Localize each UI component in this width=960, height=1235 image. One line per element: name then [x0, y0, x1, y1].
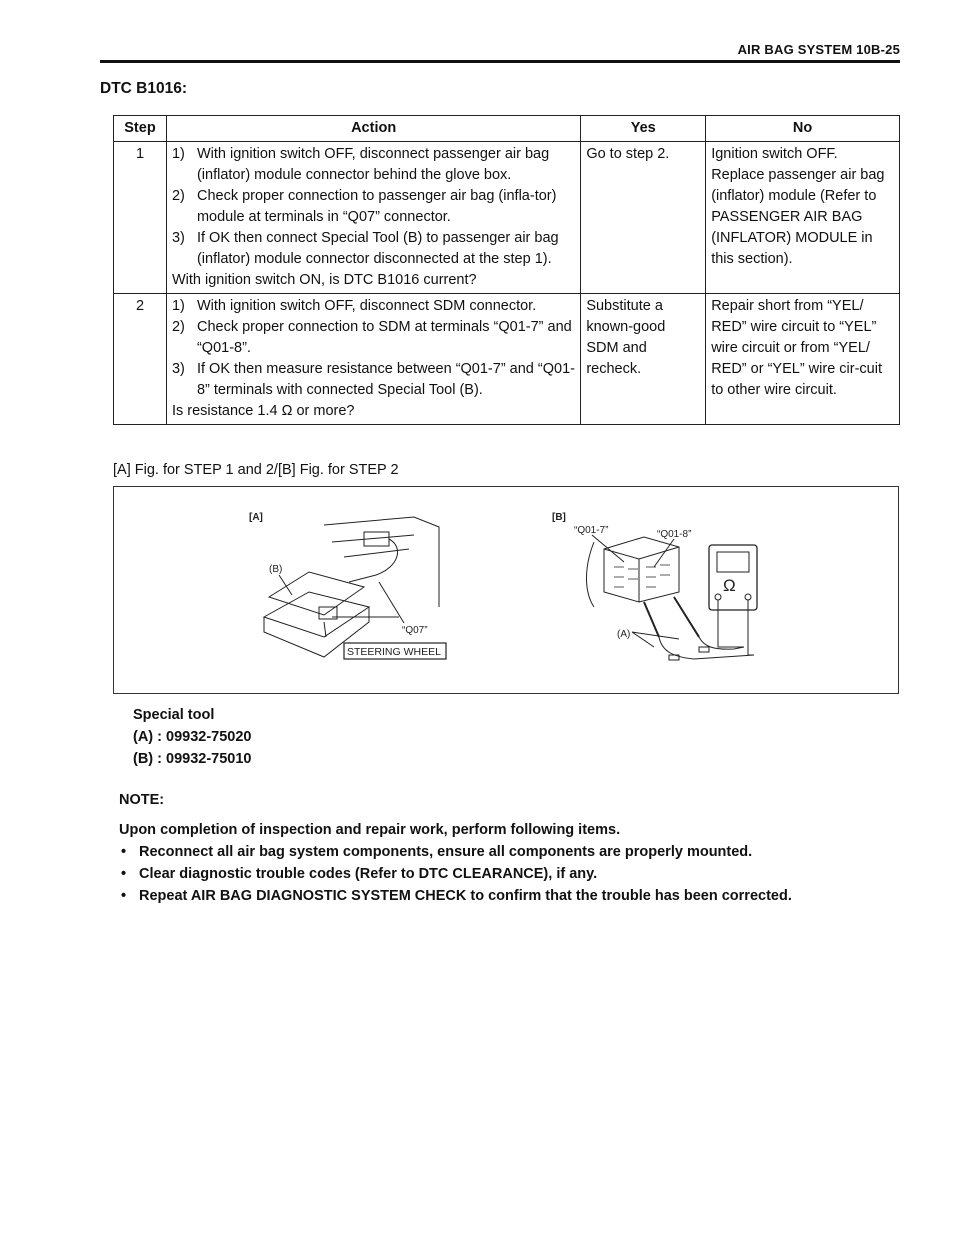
pointer-line	[632, 632, 679, 647]
probe-a	[644, 602, 659, 637]
special-tool-block	[133, 704, 252, 770]
lead-plug	[699, 647, 709, 652]
table-header-row	[114, 116, 900, 142]
label-b: [B]	[552, 512, 566, 523]
note-block	[119, 789, 900, 907]
action-item-text: Check proper connection to SDM at terminals “Q01-7” and “Q01-8”.	[196, 319, 572, 356]
action-question: Is resistance 1.4 Ω or more?	[171, 403, 355, 419]
bullet-icon: •	[121, 888, 127, 904]
table-row	[114, 142, 900, 294]
note-intro: Upon completion of inspection and repair work, perform following items.	[119, 822, 621, 838]
dashboard-edge	[332, 535, 414, 542]
no-cell: Ignition switch OFF. Replace passenger air bag (inflator) module (Refer to PASSENGER AIR BAG (INFLATOR) MODULE in this section).	[706, 142, 900, 294]
special-tool-title: Special tool	[133, 707, 215, 723]
action-item-text: Check proper connection to passenger air bag (infla-tor) module at terminals in “Q07” connector.	[196, 188, 557, 225]
special-tool-item: (A) : 09932-75020	[133, 729, 252, 745]
action-question: With ignition switch ON, is DTC B1016 current?	[171, 272, 477, 288]
tool-b-cable	[324, 622, 326, 637]
action-item-number: 3)	[171, 361, 185, 377]
yes-cell: Substitute a known-good SDM and recheck.	[581, 294, 706, 425]
action-item	[172, 359, 575, 401]
action-item	[172, 186, 575, 228]
note-title: NOTE:	[119, 792, 165, 808]
header-yes: Yes	[581, 116, 706, 142]
sdm-connector-edge	[604, 547, 679, 559]
label-q01-8: “Q01-8”	[657, 529, 692, 540]
action-item	[172, 317, 575, 359]
action-item-text: With ignition switch OFF, disconnect SDM connector.	[196, 298, 537, 314]
action-item-text: With ignition switch OFF, disconnect passenger air bag (inflator) module connector behind the glove box.	[196, 146, 550, 183]
sdm-connector	[604, 537, 679, 602]
label-a: [A]	[249, 512, 263, 523]
diagnostic-table	[113, 115, 900, 425]
header-step: Step	[114, 116, 167, 142]
label-steering-wheel: STEERING WHEEL	[347, 646, 441, 658]
label-q01-7: “Q01-7”	[574, 525, 609, 536]
label-tool-b: (B)	[269, 564, 283, 575]
probe-b	[674, 597, 699, 637]
connector-terminals	[614, 565, 670, 587]
action-item	[172, 228, 575, 270]
note-item	[119, 863, 900, 885]
yes-cell: Go to step 2.	[581, 142, 706, 294]
special-tool-item: (B) : 09932-75010	[133, 751, 252, 767]
figure-box	[113, 486, 899, 694]
wiring-illustration	[114, 487, 900, 695]
action-item	[172, 144, 575, 186]
table-row	[114, 294, 900, 425]
note-item	[119, 885, 900, 907]
action-cell	[166, 142, 580, 294]
note-item-text: Reconnect all air bag system components, ensure all components are properly mounted.	[139, 844, 753, 860]
header-action: Action	[166, 116, 580, 142]
header-no: No	[706, 116, 900, 142]
step-number: 2	[114, 294, 167, 425]
page-header	[100, 38, 900, 63]
note-item	[119, 841, 900, 863]
bullet-icon: •	[121, 866, 127, 882]
multimeter-display	[717, 552, 749, 572]
label-tool-a: (A)	[617, 629, 631, 640]
wire-harness	[349, 575, 376, 582]
action-item-text: If OK then connect Special Tool (B) to passenger air bag (inflator) module connector disconnected at the step 1).	[196, 230, 559, 267]
action-item-number: 2)	[171, 188, 185, 204]
dashboard-edge	[344, 549, 409, 557]
meter-lead	[718, 600, 744, 647]
action-item-number: 3)	[171, 230, 185, 246]
note-item-text: Clear diagnostic trouble codes (Refer to DTC CLEARANCE), if any.	[139, 866, 598, 882]
header-title: AIR BAG SYSTEM 10B-25	[737, 42, 900, 57]
action-item	[172, 296, 575, 317]
meter-jack	[745, 594, 751, 600]
meter-lead	[748, 600, 754, 655]
figure-caption: [A] Fig. for STEP 1 and 2/[B] Fig. for STEP 2	[113, 462, 399, 478]
wire-harness	[376, 539, 398, 575]
note-item-text: Repeat AIR BAG DIAGNOSTIC SYSTEM CHECK to confirm that the trouble has been corrected.	[139, 888, 792, 904]
dtc-title: DTC B1016:	[100, 80, 187, 97]
action-item-number: 2)	[171, 319, 185, 335]
action-item-text: If OK then measure resistance between “Q01-7” and “Q01-8” terminals with connected Special Tool (B).	[196, 361, 575, 398]
pointer-line	[592, 535, 624, 562]
no-cell: Repair short from “YEL/ RED” wire circuit to “YEL” wire circuit or from “YEL/ RED” or “YEL” wire cir-cuit to other wire circuit.	[706, 294, 900, 425]
tool-b-body	[264, 592, 369, 637]
pointer-line	[279, 575, 292, 595]
dashboard-outline	[324, 517, 439, 607]
ohm-symbol: Ω	[723, 576, 736, 595]
label-q07: “Q07”	[402, 625, 428, 636]
meter-jack	[715, 594, 721, 600]
action-cell	[166, 294, 580, 425]
action-item-number: 1)	[171, 298, 185, 314]
step-number: 1	[114, 142, 167, 294]
action-item-number: 1)	[171, 146, 185, 162]
hand-outline	[587, 542, 595, 607]
bullet-icon: •	[121, 844, 127, 860]
